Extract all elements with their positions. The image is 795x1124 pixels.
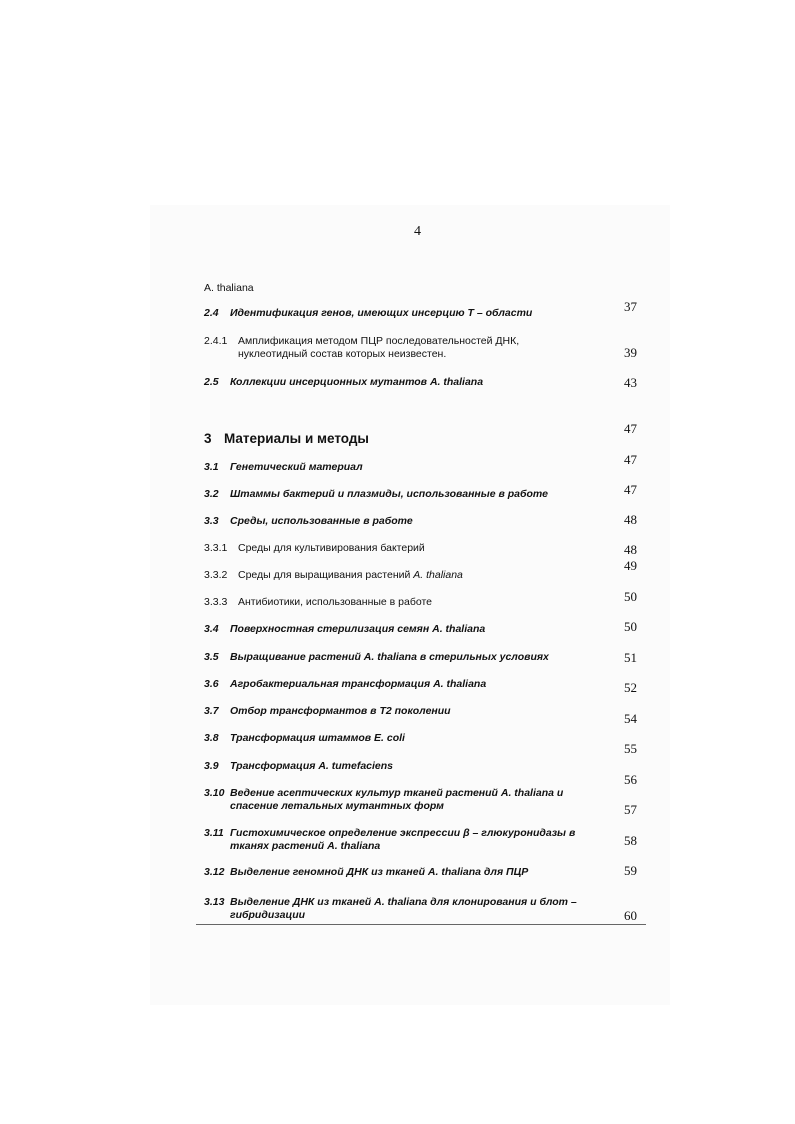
toc-entry: 3.8 Трансформация штаммов E. coli (204, 732, 405, 744)
toc-page: 48 (624, 512, 637, 527)
toc-page: 47 (624, 452, 637, 467)
toc-entry: 3.10 Ведение асептических культур тканей растений A. thaliana и (204, 787, 564, 799)
toc-page: 48 (624, 542, 637, 557)
toc-entry: 3.3.3 Антибиотики, использованные в работе (204, 596, 433, 608)
continuation-text: A. thaliana (204, 282, 254, 294)
toc-entry: 3.3.1 Среды для культивирования бактерий (204, 542, 425, 554)
toc-page: 49 (624, 558, 637, 573)
toc-page: 58 (624, 833, 637, 848)
toc-page: 60 (624, 908, 637, 923)
toc-entry: 3.9 Трансформация A. tumefaciens (204, 760, 394, 772)
toc-entry-continuation: тканях растений A. thaliana (230, 840, 381, 852)
toc-entry-continuation: спасение летальных мутантных форм (230, 800, 444, 812)
toc-page: 47 (624, 482, 637, 497)
toc-page: 50 (624, 619, 637, 634)
toc-entry: 3.5 Выращивание растений A. thaliana в стерильных условиях (204, 651, 549, 663)
toc-page: 59 (624, 863, 637, 878)
bottom-rule (196, 924, 646, 925)
toc-page: 54 (624, 711, 637, 726)
toc-page: 55 (624, 741, 637, 756)
toc-entry: 2.4 Идентификация генов, имеющих инсерцию Т – области (204, 307, 533, 319)
toc-entry: 3.6 Агробактериальная трансформация A. thaliana (204, 678, 487, 690)
toc-entry-continuation: гибридизации (230, 909, 306, 921)
toc-entry: 3.4 Поверхностная стерилизация семян A. thaliana (204, 623, 486, 635)
toc-entry: 2.5 Коллекции инсерционных мутантов A. thaliana (204, 376, 484, 388)
toc-page: 39 (624, 345, 637, 360)
toc-page: 51 (624, 650, 637, 665)
toc-page: 57 (624, 802, 637, 817)
toc-page: 50 (624, 589, 637, 604)
toc-page: 47 (624, 421, 637, 436)
toc-entry: 3.11 Гистохимическое определение экспрессии β – глюкуронидазы в (204, 827, 576, 839)
toc-section-heading: 3 Материалы и методы (204, 431, 369, 446)
toc-entry-continuation: нуклеотидный состав которых неизвестен. (238, 348, 447, 360)
toc-entry: 3.1 Генетический материал (204, 461, 363, 473)
toc-page: 37 (624, 299, 637, 314)
toc-entry: 3.2 Штаммы бактерий и плазмиды, использованные в работе (204, 488, 548, 500)
toc-entry: 3.13 Выделение ДНК из тканей A. thaliana для клонирования и блот – (204, 896, 577, 908)
toc-page: 52 (624, 680, 637, 695)
toc-entry: 3.12 Выделение геномной ДНК из тканей A. thaliana для ПЦР (204, 866, 529, 878)
toc-entry: 3.3.2 Среды для выращивания растений A. thaliana (204, 569, 463, 581)
toc-entry: 3.3 Среды, использованные в работе (204, 515, 413, 527)
toc-page: 56 (624, 772, 637, 787)
toc-entry: 3.7 Отбор трансформантов в Т2 поколении (204, 705, 451, 717)
toc-entry: 2.4.1 Амплификация методом ПЦР последовательностей ДНК, (204, 335, 520, 347)
toc-page: 43 (624, 375, 637, 390)
page-number: 4 (414, 224, 421, 239)
